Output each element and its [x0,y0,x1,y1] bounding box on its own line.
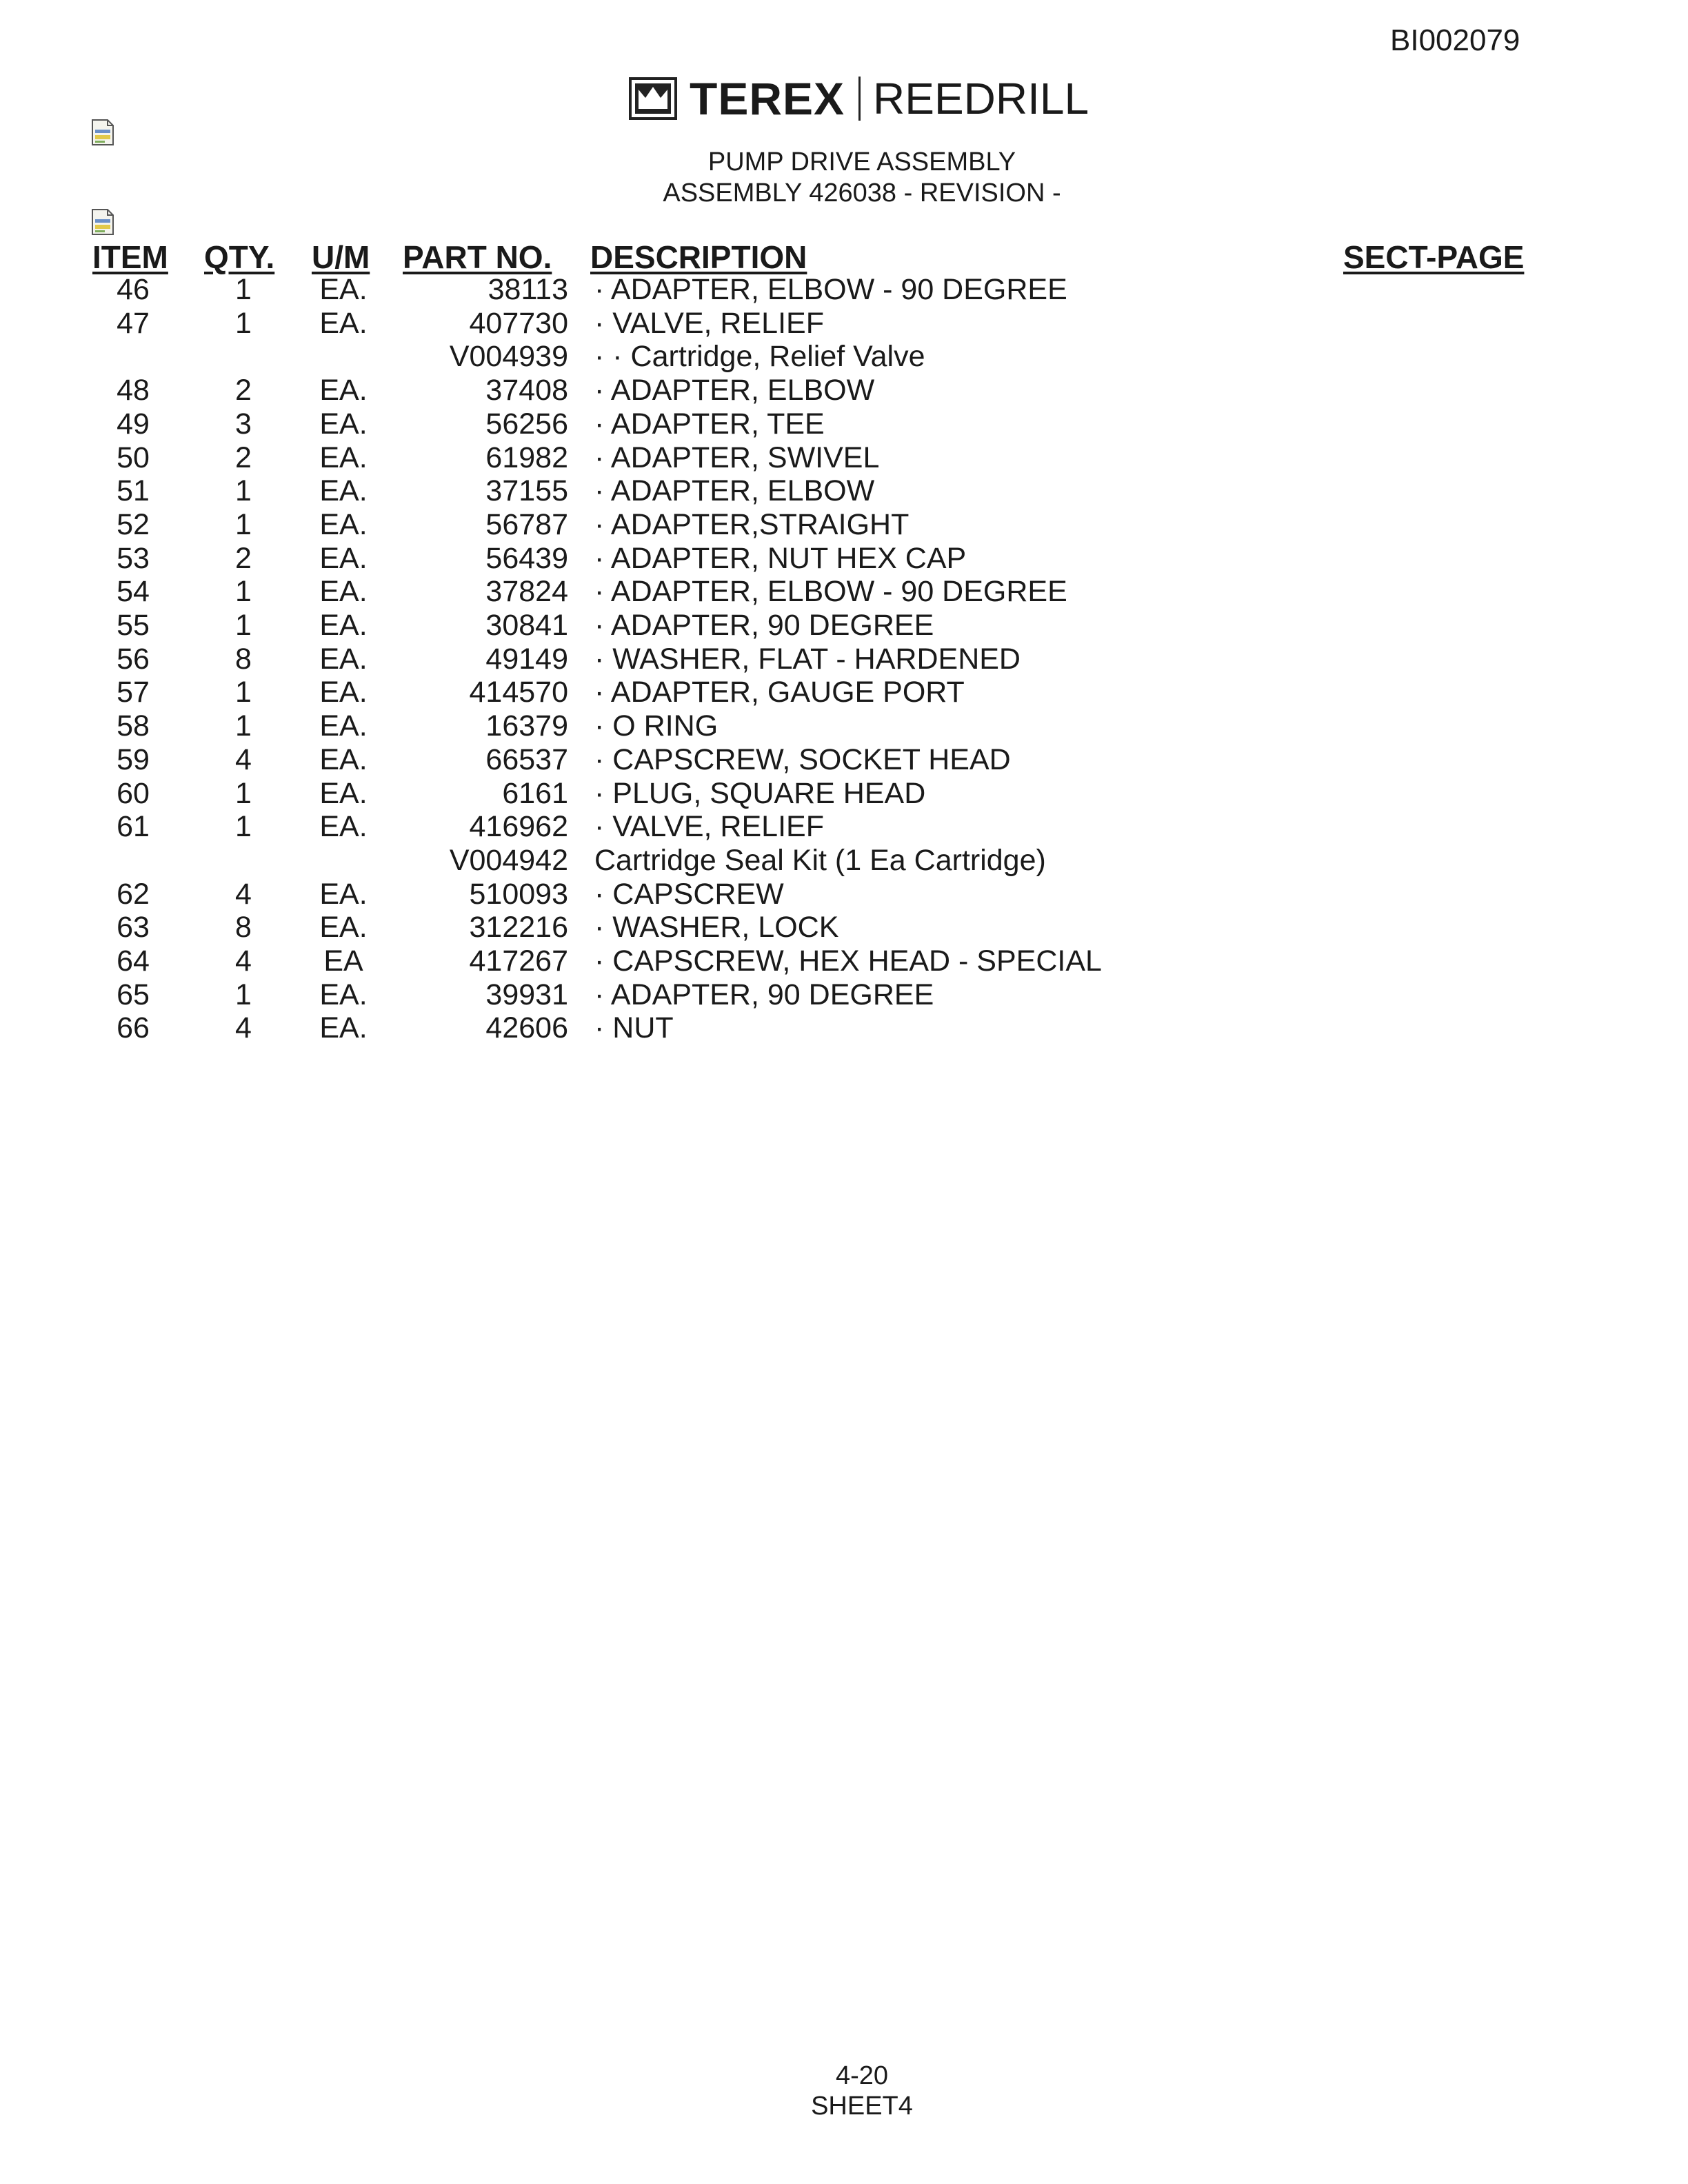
part-number-cell: 37155 [485,474,568,508]
qty-cell: 1 [235,507,252,541]
um-cell: EA. [319,642,368,676]
description-cell: · ADAPTER, SWIVEL [594,441,880,474]
item-cell: 57 [117,676,150,709]
description-cell: Cartridge Seal Kit (1 Ea Cartridge) [594,843,1046,877]
description-cell: · ADAPTER, ELBOW - 90 DEGREE [594,273,1067,306]
item-cell: 46 [117,273,150,306]
um-cell: EA. [319,709,368,743]
item-cell: 55 [117,609,150,642]
item-cell: 56 [117,642,150,676]
description-cell: · ADAPTER, NUT HEX CAP [594,541,967,575]
description-cell: · CAPSCREW, HEX HEAD - SPECIAL [594,944,1102,978]
description-cell: · VALVE, RELIEF [594,810,824,844]
part-number-cell: 417267 [469,944,568,978]
description-cell: · ADAPTER,STRAIGHT [594,507,910,541]
part-number-cell: 56256 [485,407,568,441]
um-cell: EA. [319,877,368,911]
um-cell: EA. [319,810,368,844]
um-cell: EA [323,944,363,978]
table-row [0,777,1688,811]
document-icon[interactable] [90,208,117,236]
table-row [0,1011,1688,1045]
part-number-cell: 416962 [469,810,568,844]
part-number-cell: 407730 [469,306,568,340]
terex-logo-icon [629,77,677,120]
um-cell: EA. [319,306,368,340]
table-row [0,643,1688,676]
um-cell: EA. [319,374,368,407]
qty-cell: 1 [235,609,252,642]
page-number: 4-20 [835,2061,889,2090]
um-cell: EA. [319,273,368,306]
logo-product-text: REEDRILL [873,74,1089,123]
page-title: PUMP DRIVE ASSEMBLY [707,148,1016,176]
table-row [0,575,1688,609]
um-cell: EA. [319,541,368,575]
qty-cell: 1 [235,676,252,709]
qty-cell: 1 [235,474,252,508]
company-logo [629,74,1089,123]
description-cell: · CAPSCREW [594,877,784,911]
qty-cell: 2 [235,374,252,407]
part-number-cell: 510093 [469,877,568,911]
column-header-part-no: PART NO. [403,239,552,275]
um-cell: EA. [319,911,368,944]
assembly-subtitle: ASSEMBLY 426038 - REVISION - [663,179,1061,208]
part-number-cell: 61982 [485,441,568,474]
item-cell: 58 [117,709,150,743]
qty-cell: 1 [235,978,252,1011]
description-cell: · · Cartridge, Relief Valve [594,340,925,374]
qty-cell: 8 [235,911,252,944]
qty-cell: 8 [235,642,252,676]
table-row [0,676,1688,709]
um-cell: EA. [319,1011,368,1045]
logo-brand-text: TEREX [690,73,845,124]
part-number-cell: 42606 [485,1011,568,1045]
column-header-qty: QTY. [204,239,275,275]
item-cell: 49 [117,407,150,441]
part-number-cell: 312216 [469,911,568,944]
column-header-sect-page: SECT-PAGE [1343,239,1525,275]
qty-cell: 1 [235,810,252,844]
description-cell: · ADAPTER, 90 DEGREE [594,609,934,642]
part-number-cell: 16379 [485,709,568,743]
part-number-cell: 56439 [485,541,568,575]
document-id: BI002079 [1390,23,1520,57]
item-cell: 51 [117,474,150,508]
table-row [0,878,1688,911]
item-cell: 54 [117,575,150,609]
table-row [0,273,1688,307]
description-cell: · ADAPTER, ELBOW - 90 DEGREE [594,575,1067,609]
column-header-description: DESCRIPTION [590,239,807,275]
qty-cell: 4 [235,877,252,911]
description-cell: · ADAPTER, ELBOW [594,374,875,407]
qty-cell: 1 [235,306,252,340]
item-cell: 50 [117,441,150,474]
part-number-cell: 38113 [488,273,568,306]
um-cell: EA. [319,507,368,541]
qty-cell: 4 [235,944,252,978]
part-number-cell: 414570 [469,676,568,709]
table-row [0,609,1688,643]
table-row [0,978,1688,1012]
um-cell: EA. [319,609,368,642]
table-row [0,307,1688,341]
item-cell: 64 [117,944,150,978]
description-cell: · NUT [594,1011,674,1045]
item-cell: 52 [117,507,150,541]
table-row [0,944,1688,978]
qty-cell: 4 [235,742,252,776]
table-row [0,911,1688,944]
um-cell: EA. [319,776,368,810]
table-row [0,441,1688,475]
part-number-cell: 37408 [485,374,568,407]
part-number-cell: V004939 [449,340,568,374]
um-cell: EA. [319,441,368,474]
table-row [0,810,1688,844]
um-cell: EA. [319,575,368,609]
qty-cell: 1 [235,709,252,743]
table-row [0,743,1688,777]
part-number-cell: 56787 [485,507,568,541]
item-cell: 65 [117,978,150,1011]
description-cell: · ADAPTER, 90 DEGREE [594,978,934,1011]
description-cell: · ADAPTER, GAUGE PORT [594,676,965,709]
item-cell: 47 [117,306,150,340]
um-cell: EA. [319,742,368,776]
qty-cell: 1 [235,575,252,609]
part-number-cell: 49149 [485,642,568,676]
item-cell: 59 [117,742,150,776]
logo-divider [858,77,861,121]
column-header-item: ITEM [92,239,168,275]
qty-cell: 1 [235,776,252,810]
part-number-cell: 30841 [485,609,568,642]
um-cell: EA. [319,407,368,441]
item-cell: 62 [117,877,150,911]
table-row [0,508,1688,542]
table-row [0,340,1688,374]
description-cell: · VALVE, RELIEF [594,306,824,340]
description-cell: · O RING [594,709,719,743]
qty-cell: 1 [235,273,252,306]
sheet-label: SHEET4 [811,2092,913,2121]
part-number-cell: 37824 [485,575,568,609]
qty-cell: 4 [235,1011,252,1045]
item-cell: 48 [117,374,150,407]
item-cell: 66 [117,1011,150,1045]
qty-cell: 2 [235,441,252,474]
part-number-cell: 6161 [502,776,568,810]
description-cell: · WASHER, LOCK [594,911,839,944]
column-header-um: U/M [312,239,370,275]
table-row [0,542,1688,576]
table-row [0,374,1688,407]
description-cell: · ADAPTER, ELBOW [594,474,875,508]
part-number-cell: 39931 [485,978,568,1011]
table-row [0,474,1688,508]
description-cell: · ADAPTER, TEE [594,407,825,441]
document-icon[interactable] [90,119,117,146]
qty-cell: 3 [235,407,252,441]
description-cell: · CAPSCREW, SOCKET HEAD [594,742,1011,776]
um-cell: EA. [319,978,368,1011]
item-cell: 60 [117,776,150,810]
description-cell: · PLUG, SQUARE HEAD [594,776,926,810]
item-cell: 61 [117,810,150,844]
um-cell: EA. [319,676,368,709]
item-cell: 53 [117,541,150,575]
item-cell: 63 [117,911,150,944]
part-number-cell: 66537 [485,742,568,776]
qty-cell: 2 [235,541,252,575]
um-cell: EA. [319,474,368,508]
table-row [0,844,1688,878]
table-row [0,709,1688,743]
part-number-cell: V004942 [449,843,568,877]
description-cell: · WASHER, FLAT - HARDENED [594,642,1021,676]
table-row [0,407,1688,441]
